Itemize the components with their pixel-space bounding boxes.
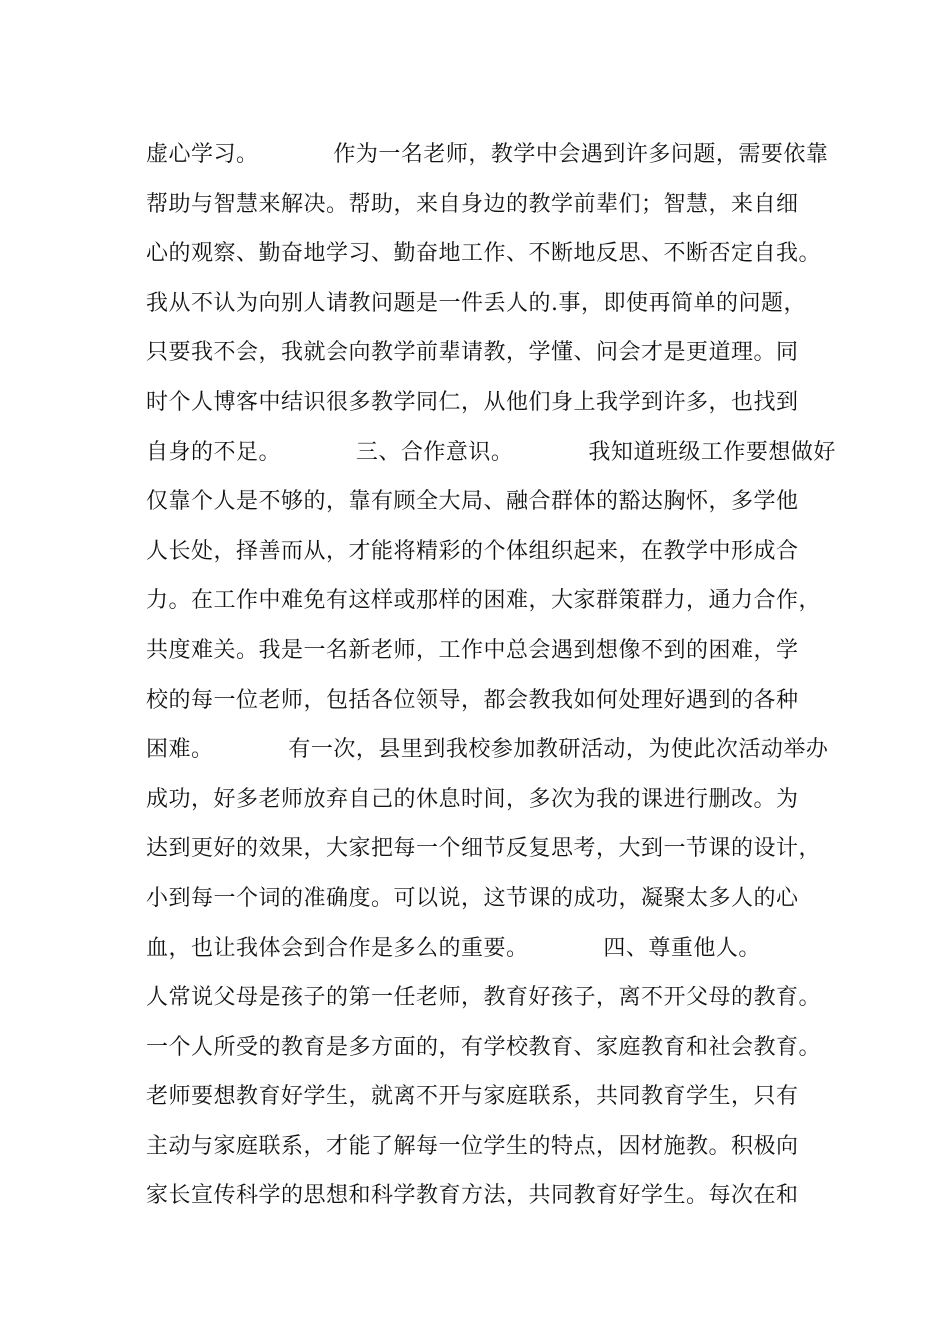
text-line: 虚心学习。 作为一名老师，教学中会遇到许多问题，需要依靠 <box>146 142 829 167</box>
text-line: 自身的不足。 三、合作意识。 我知道班级工作要想做好 <box>146 439 836 465</box>
text-line: 时个人博客中结识很多教学同仁，从他们身上我学到许多，也找到 <box>146 389 799 415</box>
text-line: 达到更好的效果，大家把每一个细节反复思考，大到一节课的设计， <box>146 836 822 862</box>
text-line: 血，也让我体会到合作是多么的重要。 四、尊重他人。 <box>146 935 761 961</box>
text-line: 困难。 有一次，县里到我校参加教研活动，为使此次活动举办 <box>146 737 829 763</box>
text-line: 共度难关。我是一名新老师，工作中总会遇到想像不到的困难，学 <box>146 637 799 663</box>
text-line: 成功，好多老师放弃自己的休息时间，多次为我的课进行删改。为 <box>146 786 799 812</box>
text-line: 只要我不会，我就会向教学前辈请教，学懂、问会才是更道理。同 <box>146 340 799 366</box>
text-line: 力。在工作中难免有这样或那样的困难，大家群策群力，通力合作， <box>146 588 822 614</box>
text-line: 帮助与智慧来解决。帮助，来自身边的教学前辈们；智慧，来自细 <box>146 191 799 217</box>
text-line: 老师要想教育好学生，就离不开与家庭联系，共同教育学生，只有 <box>146 1084 799 1110</box>
text-line: 人长处，择善而从，才能将精彩的个体组织起来，在教学中形成合 <box>146 538 799 564</box>
body-text <box>146 130 836 1221</box>
text-line: 小到每一个词的准确度。可以说，这节课的成功，凝聚太多人的心 <box>146 885 799 911</box>
text-line: 我从不认为向别人请教问题是一件丢人的.事，即使再简单的问题， <box>146 290 806 316</box>
text-line: 家长宣传科学的思想和科学教育方法，共同教育好学生。每次在和 <box>146 1183 799 1209</box>
text-line: 主动与家庭联系，才能了解每一位学生的特点，因材施教。积极向 <box>146 1133 799 1159</box>
text-line: 人常说父母是孩子的第一任老师，教育好孩子，离不开父母的教育。 <box>146 985 822 1011</box>
text-line: 仅靠个人是不够的，靠有顾全大局、融合群体的豁达胸怀，多学他 <box>146 489 799 515</box>
text-line: 校的每一位老师，包括各位领导，都会教我如何处理好遇到的各种 <box>146 687 799 713</box>
text-line: 一个人所受的教育是多方面的，有学校教育、家庭教育和社会教育。 <box>146 1034 822 1060</box>
text-line: 心的观察、勤奋地学习、勤奋地工作、不断地反思、不断否定自我。 <box>146 241 822 267</box>
